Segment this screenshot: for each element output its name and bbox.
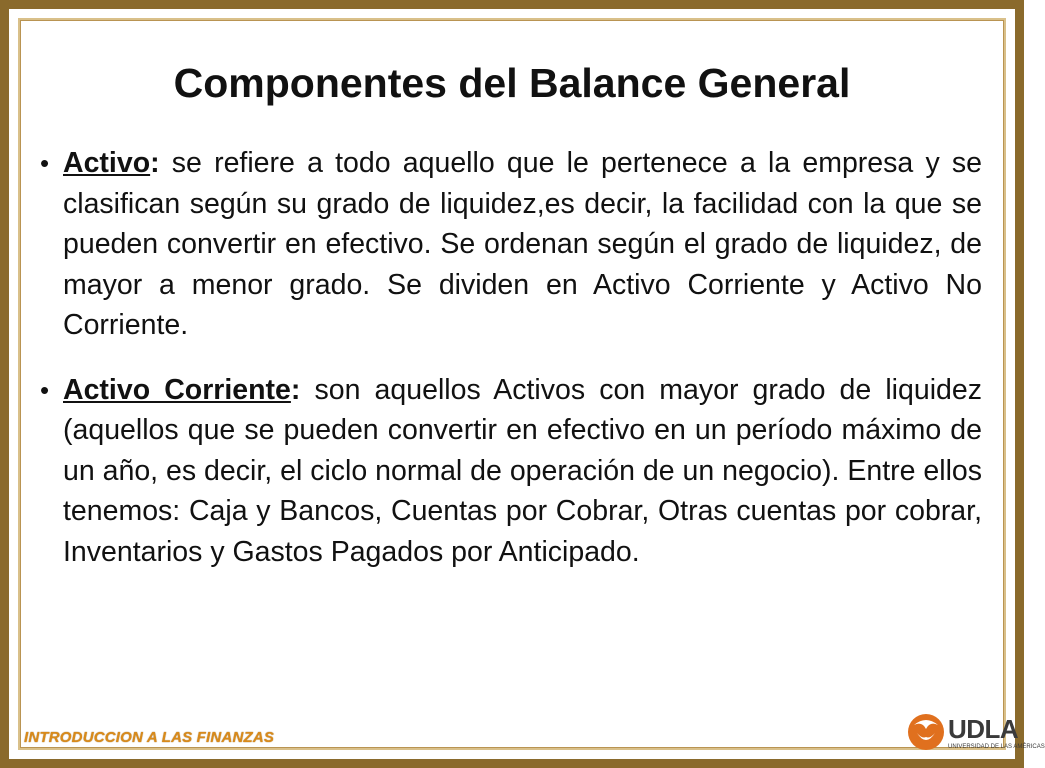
bullet-colon: :	[290, 373, 301, 406]
footer-course-label: INTRODUCCION A LAS FINANZAS	[24, 729, 275, 746]
bullet-marker: •	[40, 374, 50, 405]
bullet-text: son aquellos Activos con mayor grado de liquidez (aquellos que se pueden convertir en efectivo en un período máximo de un año, es decir, el ciclo normal de operación de un negocio). Entre ellos tenemos: Caja y Bancos, Cuentas por Cobrar, Otras cuentas por cobrar, Inventarios y Gastos Pagados por Anticipado.	[63, 373, 982, 568]
slide-title: Componentes del Balance General	[173, 60, 851, 106]
bullet-colon: :	[150, 147, 160, 179]
logo-wordmark: UDLA	[948, 714, 1019, 744]
bullet-text: se refiere a todo aquello que le pertenece a la empresa y se clasifican según su grado de liquidez,es decir, la facilidad con la que se pueden convertir en efectivo. Se ordenan según el grado de liquidez, de mayor a menor grado. Se dividen en Activo Corriente y Activo No Corriente.	[63, 147, 982, 341]
bullet-term: Activo Corriente	[63, 373, 291, 406]
udla-logo-icon	[906, 711, 946, 753]
bullet-marker: •	[40, 148, 50, 178]
bullet-term: Activo	[63, 147, 151, 179]
logo-subtext: UNIVERSIDAD DE LAS AMÉRICAS	[948, 744, 1045, 750]
bullet-list	[40, 143, 982, 572]
udla-logo	[906, 711, 1045, 757]
bullet-item-activo	[40, 143, 982, 346]
bullet-item-activo-corriente	[40, 370, 982, 573]
